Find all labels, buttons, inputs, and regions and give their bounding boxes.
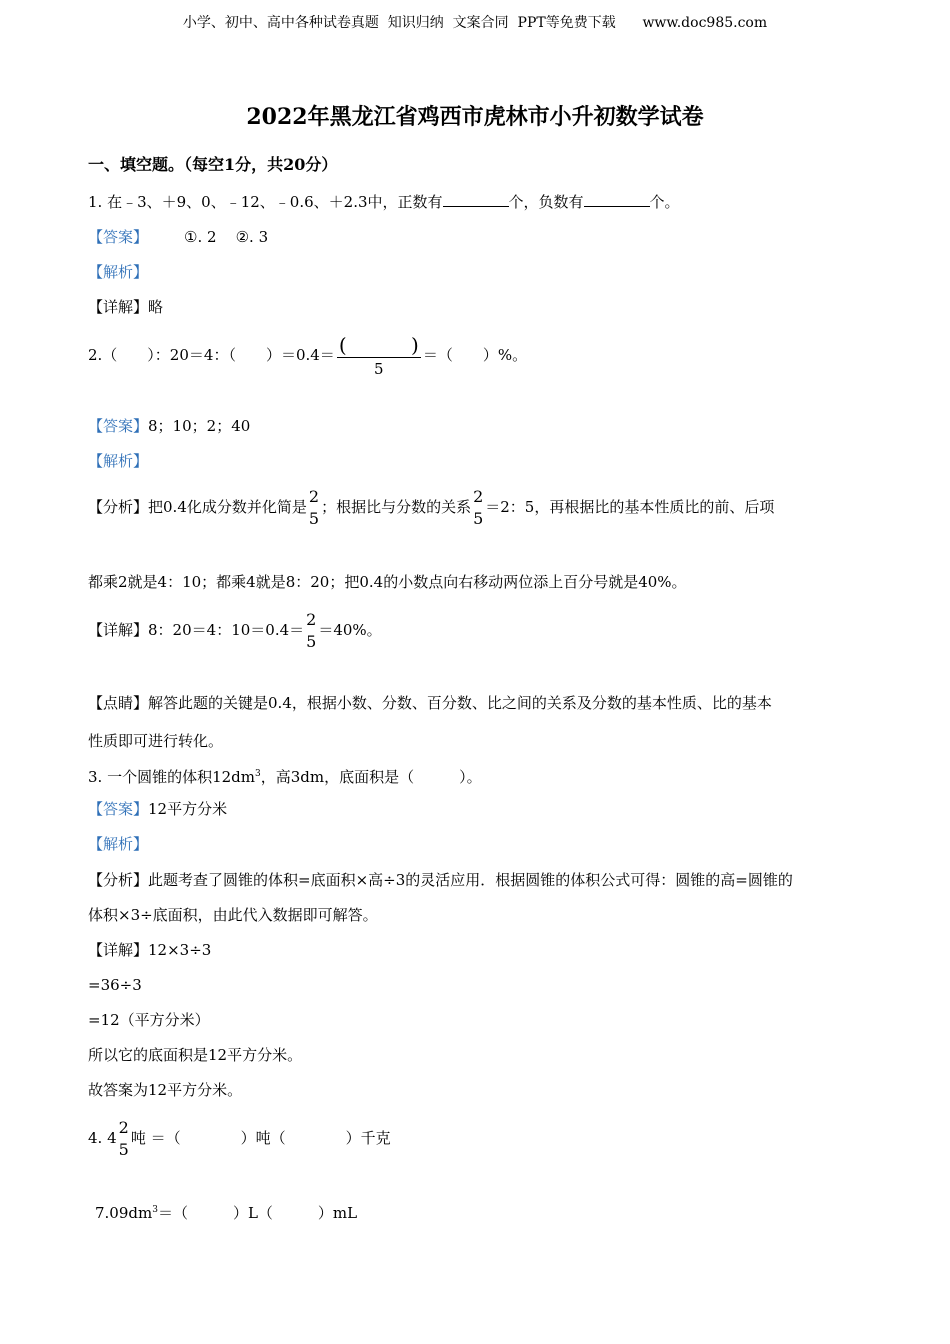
- fraction: [119, 1117, 129, 1161]
- q3-fenxi-line2: 体积×3÷底面积，由此代入数据即可解答。: [88, 906, 378, 924]
- answer-text: 8；10；2；40: [148, 417, 251, 435]
- question-4-text-b: 7.09dm: [95, 1204, 153, 1222]
- fenxi-text-a: 把0.4化成分数并化简是: [148, 498, 307, 516]
- question-1: [88, 192, 680, 212]
- q2-analysis-tag: [88, 451, 148, 471]
- q3-answer: [88, 799, 227, 819]
- question-3-text-b: ，高3dm，底面积是（ ）。: [260, 768, 482, 786]
- fraction: [306, 609, 316, 653]
- q2-dianjing-line2: 性质即可进行转化。: [88, 732, 224, 750]
- q2-fenxi-line2: 都乘2就是4：10；都乘4就是8：20；把0.4的小数点向右移动两位添上百分号就是40%。: [88, 573, 687, 591]
- fenxi-tag: 【分析】: [88, 871, 149, 889]
- fenxi-text-c: ＝2：5，再根据比的基本性质比的前、后项: [485, 498, 775, 516]
- fenxi-text-b: ；根据比与分数的关系: [321, 498, 472, 516]
- detail-tag: 【详解】: [88, 941, 149, 959]
- q1-detail: [88, 297, 163, 317]
- page-title: 2022年黑龙江省鸡西市虎林市小升初数学试卷: [246, 104, 704, 130]
- question-1-text-a: 1. 在﹣3、＋9、0、﹣12、﹣0.6、＋2.3中，正数有: [88, 193, 443, 211]
- analysis-tag: 【解析】: [88, 452, 149, 470]
- answer-blank: [443, 192, 509, 207]
- analysis-tag: 【解析】: [88, 835, 149, 853]
- superscript: 3: [255, 769, 261, 779]
- q3-detail: [88, 940, 211, 960]
- detail-tag: 【详解】: [88, 621, 149, 639]
- question-3: [88, 764, 482, 787]
- answer-text: 12平方分米: [148, 800, 228, 818]
- question-4-text-c: ＝（ ）L（ ）mL: [157, 1204, 358, 1222]
- fraction-denominator: 5: [374, 359, 384, 378]
- q3-fenxi: [88, 870, 793, 890]
- fraction-numerator: 2: [118, 1118, 129, 1137]
- fraction-denominator: 5: [118, 1140, 129, 1159]
- page-header: 小学、初中、高中各种试卷真题 知识归纳 文案合同 PPT等免费下载 www.doc985.com: [182, 15, 768, 31]
- detail-text-a: 8：20＝4：10＝0.4＝: [148, 621, 305, 639]
- detail-text-b: ＝40%。: [318, 621, 382, 639]
- q2-detail: [88, 605, 382, 655]
- fraction-denominator: 5: [306, 632, 317, 651]
- q2-answer: [88, 416, 250, 436]
- question-1-text-b: 个，负数有: [508, 193, 584, 211]
- question-4-part-2: [95, 1200, 357, 1223]
- q3-conclusion: 所以它的底面积是12平方分米。: [88, 1046, 303, 1064]
- q1-answer: [88, 227, 268, 247]
- question-2: [88, 330, 527, 380]
- question-2-text-a: 2.（ ）：20＝4：（ ）＝0.4＝: [88, 346, 335, 364]
- question-1-text-c: 个。: [649, 193, 680, 211]
- fraction-blank: [337, 333, 421, 380]
- section-heading: 一、填空题。（每空1分，共20分）: [88, 155, 338, 174]
- fraction-denominator: 5: [308, 509, 320, 528]
- q2-dianjing: [88, 693, 772, 713]
- question-4: [88, 1113, 391, 1163]
- question-4-number: 4. 4: [88, 1129, 117, 1147]
- fraction-numerator: 2: [473, 487, 484, 506]
- detail-text: 略: [148, 298, 164, 316]
- answer-tag: 【答案】: [88, 800, 149, 818]
- answer-text: ①. 2 ②. 3: [184, 228, 269, 246]
- fraction-denominator: 5: [473, 509, 484, 528]
- q3-analysis-tag: [88, 834, 148, 854]
- detail-text: 12×3÷3: [148, 941, 212, 959]
- question-4-text-a: 吨 ＝（ ）吨（ ）千克: [130, 1129, 391, 1147]
- fenxi-text: 此题考查了圆锥的体积=底面积×高÷3的灵活应用．根据圆锥的体积公式可得：圆锥的高=圆锥的: [148, 871, 793, 889]
- answer-tag: 【答案】: [88, 228, 149, 246]
- fraction-numerator: 2: [306, 610, 317, 629]
- superscript: 3: [152, 1205, 158, 1215]
- fraction: [473, 486, 483, 530]
- q3-step-2: =36÷3: [88, 976, 142, 994]
- fraction: [309, 486, 319, 530]
- paren-right: ): [411, 332, 419, 357]
- detail-tag: 【详解】: [88, 298, 149, 316]
- fenxi-tag: 【分析】: [88, 498, 149, 516]
- answer-tag: 【答案】: [88, 417, 149, 435]
- answer-blank: [584, 192, 650, 207]
- question-3-text-a: 3. 一个圆锥的体积12dm: [88, 768, 255, 786]
- analysis-tag: 【解析】: [88, 263, 149, 281]
- paren-left: (: [338, 332, 347, 357]
- dianjing-tag: 【点睛】: [88, 694, 149, 712]
- q3-step-3: =12（平方分米）: [88, 1011, 210, 1029]
- dianjing-text: 解答此题的关键是0.4，根据小数、分数、百分数、比之间的关系及分数的基本性质、比的基本: [148, 694, 772, 712]
- fraction-numerator: 2: [308, 487, 320, 506]
- q3-final-answer: 故答案为12平方分米。: [88, 1081, 243, 1099]
- question-2-text-b: ＝（ ）%。: [422, 346, 528, 364]
- q1-analysis-tag: [88, 262, 148, 282]
- q2-fenxi: [88, 482, 774, 532]
